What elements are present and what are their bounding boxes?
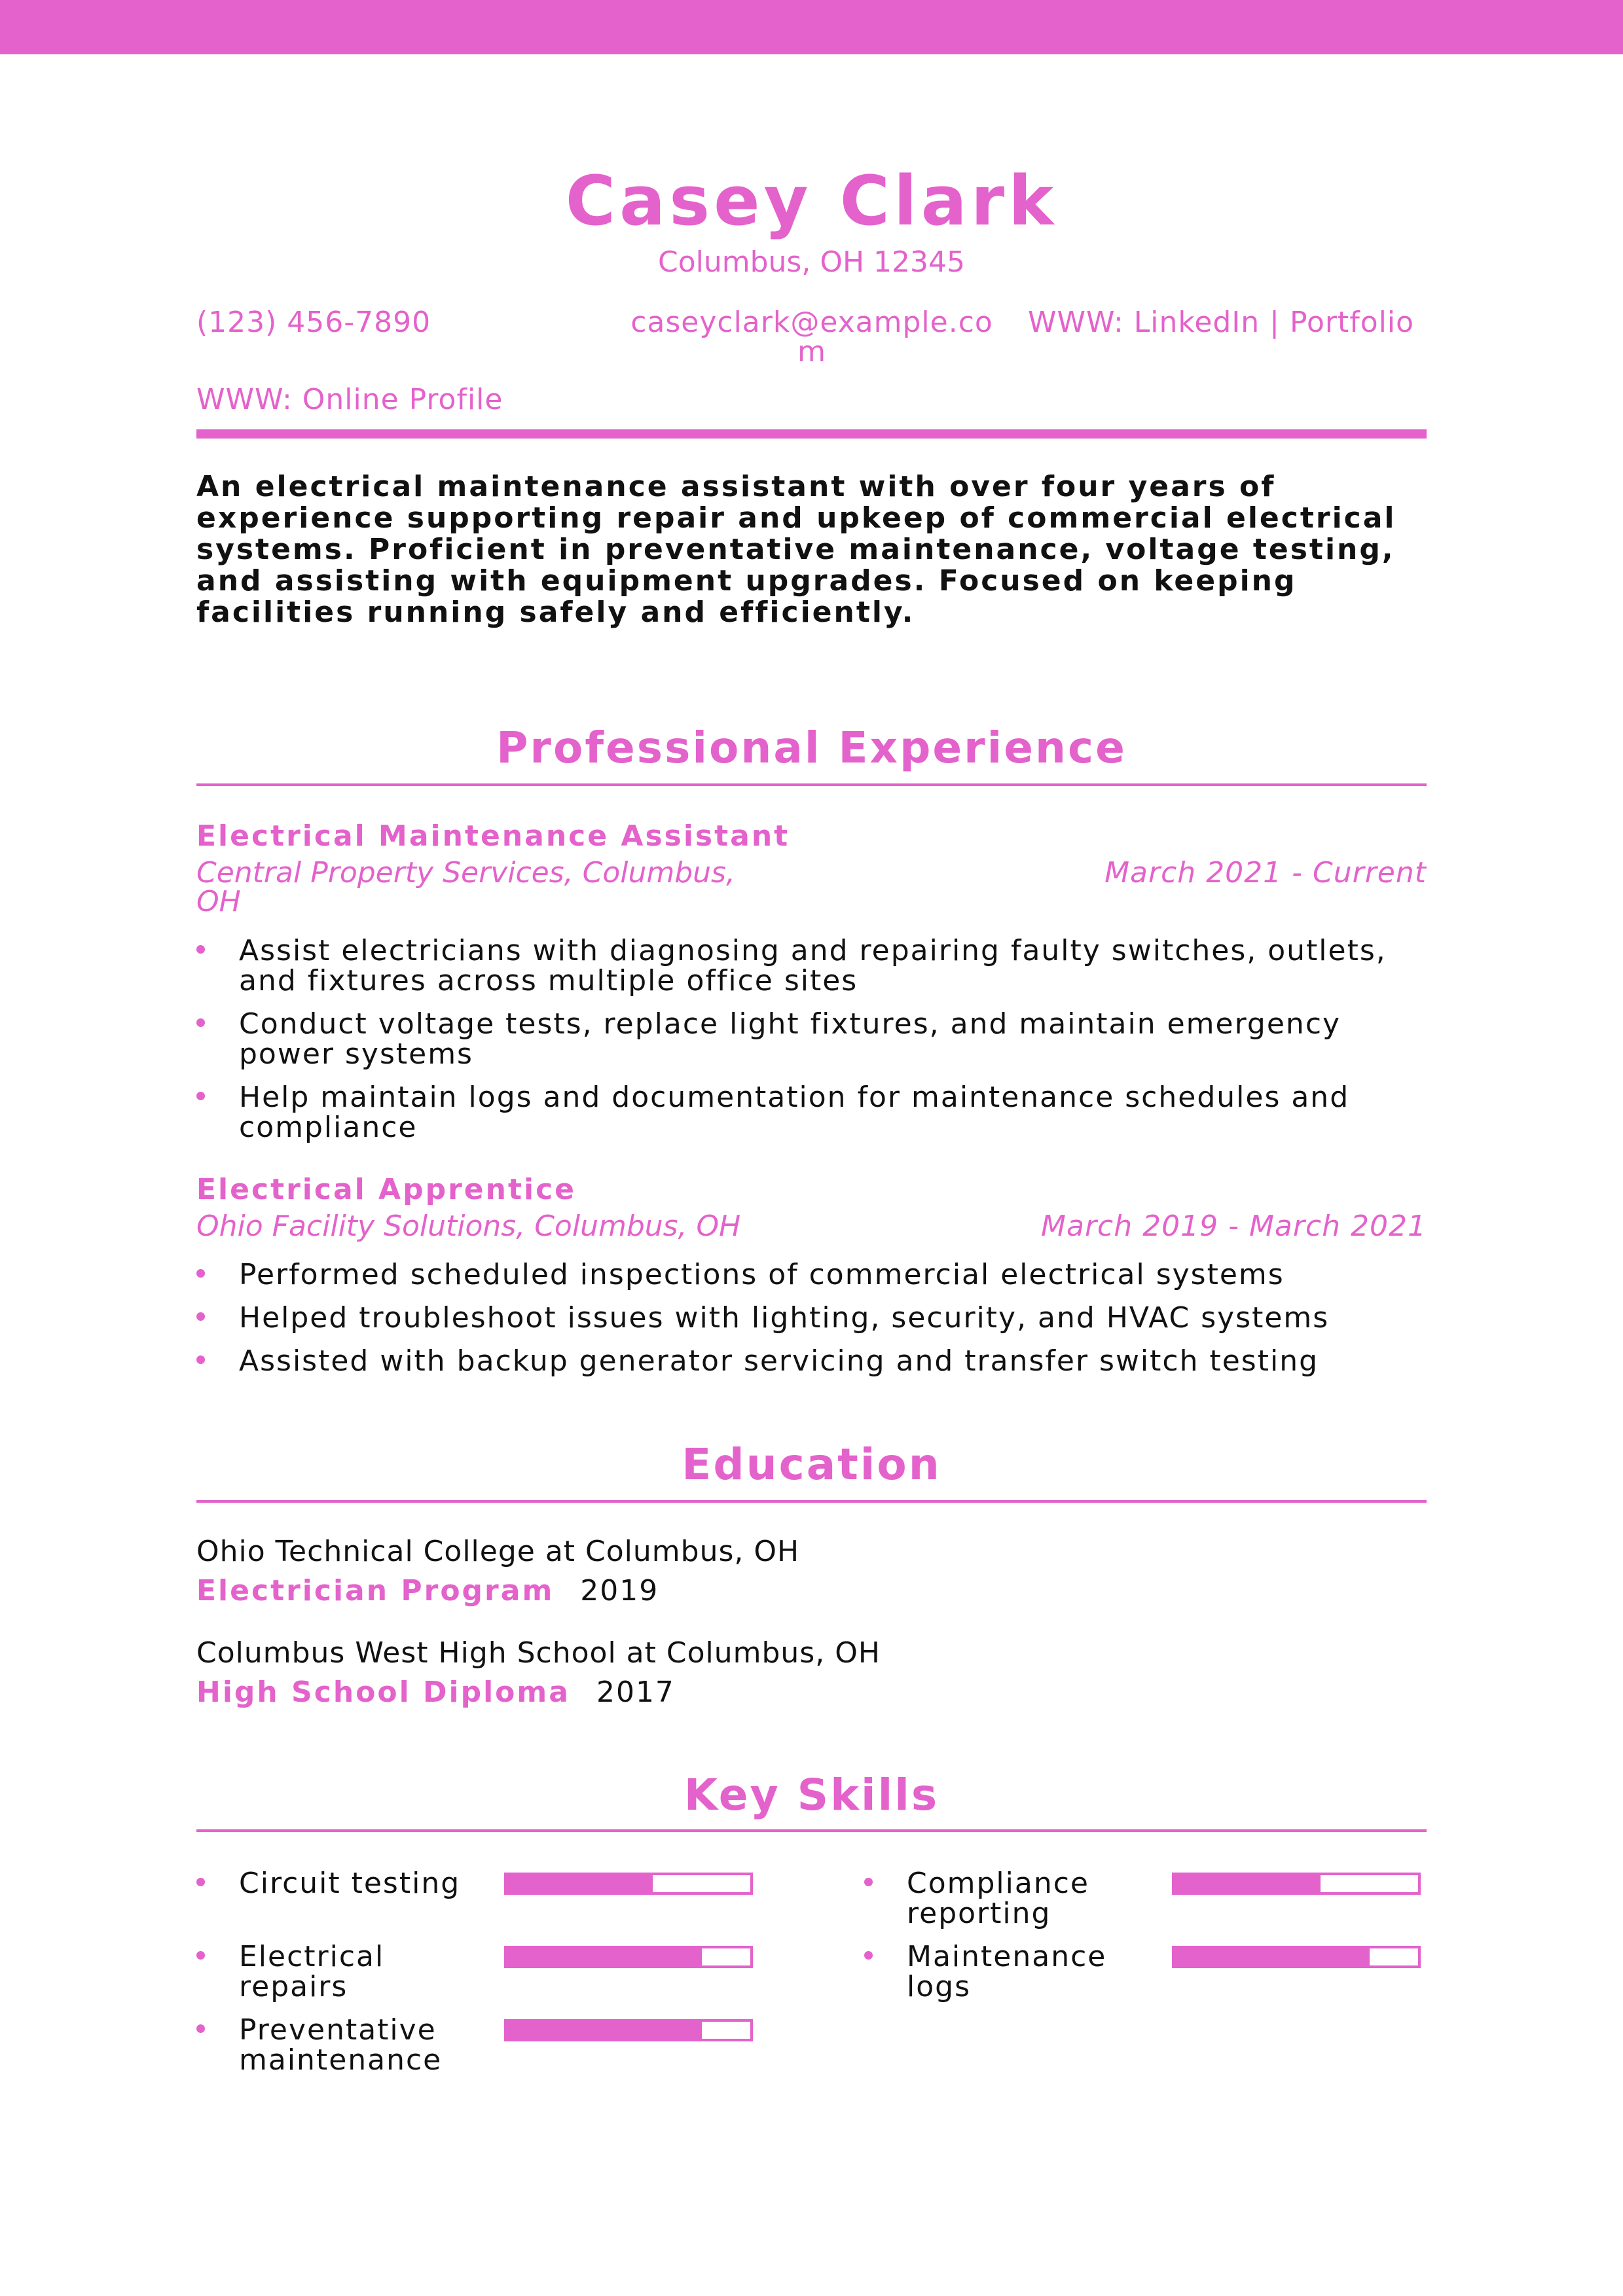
- job-title: Electrical Maintenance Assistant: [196, 819, 790, 853]
- list-item: Conduct voltage tests, replace light fixtures, and maintain emergency power systems: [196, 1009, 1427, 1069]
- skill-name: Maintenance logs: [907, 1940, 1107, 2003]
- education-year: 2019: [580, 1574, 659, 1607]
- skill-item: [196, 1869, 786, 1941]
- bullet-icon: [196, 1092, 205, 1100]
- education-degree: Electrician Program: [196, 1574, 555, 1607]
- candidate-name: Casey Clark: [565, 161, 1058, 241]
- bullet-icon: [196, 1355, 205, 1364]
- education-degree-line: [196, 1574, 659, 1609]
- contact-email[interactable]: caseyclark@example.com: [630, 306, 993, 368]
- education-degree: High School Diploma: [196, 1676, 570, 1709]
- skill-level-fill: [1175, 1948, 1370, 1965]
- contact-online-profile[interactable]: WWW: Online Profile: [196, 383, 503, 416]
- skill-item: [864, 1942, 1453, 2014]
- job-dates: March 2019 - March 2021: [1041, 1210, 1427, 1243]
- skill-level-bar: [1172, 1873, 1421, 1895]
- education-year: 2017: [596, 1676, 675, 1709]
- skill-level-fill: [1175, 1875, 1321, 1892]
- skill-level-fill: [507, 2022, 702, 2039]
- top-accent-bar: [0, 0, 1623, 54]
- education-school: Columbus West High School at Columbus, OH: [196, 1636, 881, 1670]
- list-item: Helped troubleshoot issues with lighting, security, and HVAC systems: [196, 1303, 1427, 1333]
- section-title-skills: Key Skills: [684, 1770, 939, 1820]
- education-school: Ohio Technical College at Columbus, OH: [196, 1535, 800, 1568]
- section-divider-experience: [196, 783, 1427, 786]
- contact-links[interactable]: WWW: LinkedIn | Portfolio: [1028, 306, 1414, 339]
- bullet-icon: [196, 1018, 205, 1027]
- bullet-icon: [196, 1951, 205, 1960]
- candidate-address: Columbus, OH 12345: [657, 245, 965, 279]
- skill-level-bar: [504, 2019, 753, 2041]
- skill-level-fill: [507, 1875, 653, 1892]
- professional-summary: An electrical maintenance assistant with over four years of experience supporting repair and upkeep of commercial electrical systems. Proficient in preventative maintenance, voltage testing, and assisting with equipment upgrades. Focused on keeping facilities running safely and efficiently.: [196, 470, 1396, 629]
- bullet-icon: [864, 1951, 873, 1960]
- bullet-icon: [864, 1878, 873, 1886]
- bullet-icon: [196, 2024, 205, 2033]
- bullet-icon: [196, 1312, 205, 1321]
- contact-phone: (123) 456-7890: [196, 306, 431, 339]
- job-bullets: [196, 936, 1427, 1156]
- list-item: Assist electricians with diagnosing and repairing faulty switches, outlets, and fixtures across multiple office sites: [196, 936, 1427, 996]
- list-item: Performed scheduled inspections of commercial electrical systems: [196, 1260, 1427, 1290]
- skill-name: Compliance reporting: [907, 1867, 1089, 1930]
- skill-name: Circuit testing: [239, 1867, 461, 1900]
- bullet-icon: [196, 1878, 205, 1886]
- job-dates: March 2021 - Current: [1104, 856, 1427, 889]
- skill-item: [864, 1869, 1453, 1941]
- skill-level-bar: [1172, 1946, 1421, 1968]
- section-divider-education: [196, 1500, 1427, 1503]
- skill-name: Electrical repairs: [239, 1940, 385, 2003]
- skill-level-fill: [507, 1948, 702, 1965]
- section-divider-skills: [196, 1829, 1427, 1832]
- skill-level-bar: [504, 1873, 753, 1895]
- bullet-icon: [196, 945, 205, 954]
- skill-item: [196, 2015, 786, 2087]
- skill-name: Preventative maintenance: [239, 2013, 443, 2077]
- list-item: Assisted with backup generator servicing and transfer switch testing: [196, 1346, 1427, 1376]
- skill-level-bar: [504, 1946, 753, 1968]
- job-company: Central Property Services, Columbus, OH: [196, 856, 735, 918]
- list-item: Help maintain logs and documentation for maintenance schedules and compliance: [196, 1083, 1427, 1143]
- job-title: Electrical Apprentice: [196, 1173, 576, 1206]
- header-divider: [196, 429, 1427, 439]
- section-title-education: Education: [682, 1439, 941, 1490]
- education-degree-line: [196, 1676, 675, 1710]
- skill-item: [196, 1942, 786, 2014]
- job-company: Ohio Facility Solutions, Columbus, OH: [196, 1210, 741, 1243]
- section-title-experience: Professional Experience: [496, 723, 1127, 773]
- job-bullets: [196, 1260, 1427, 1390]
- bullet-icon: [196, 1269, 205, 1278]
